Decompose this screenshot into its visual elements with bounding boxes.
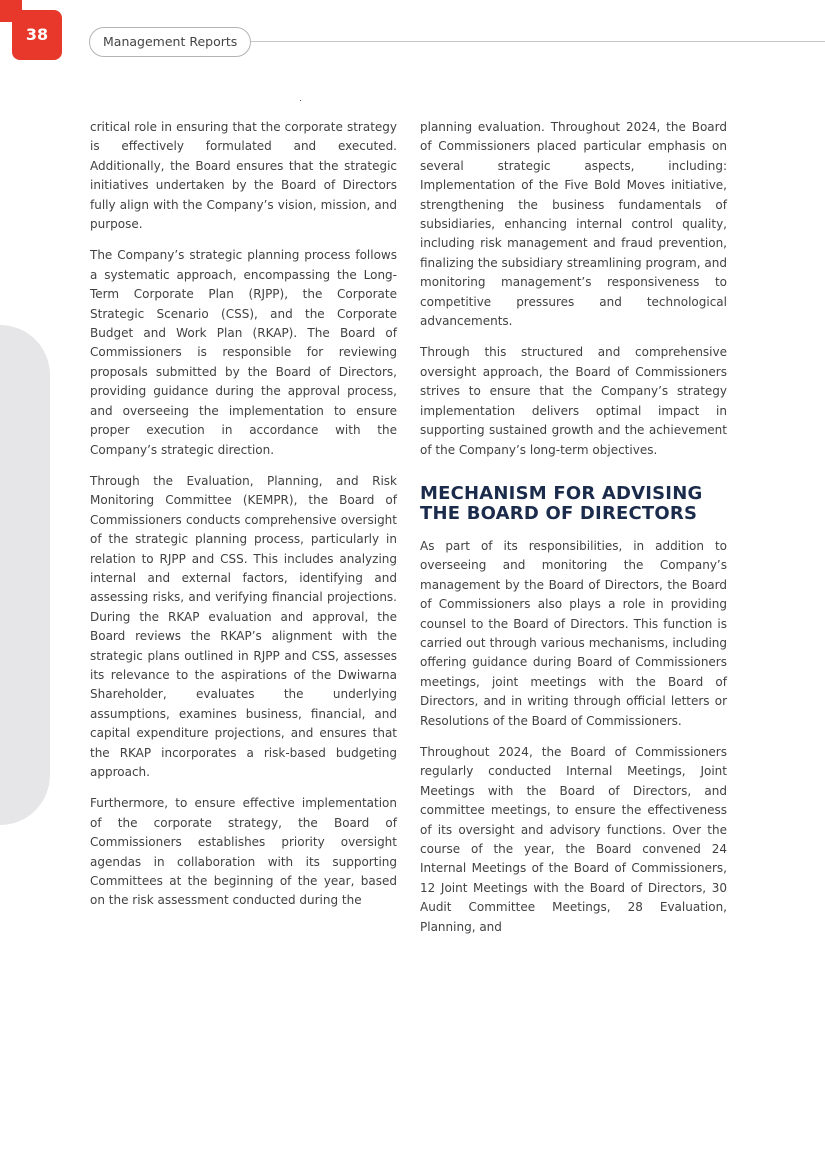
section-label: Management Reports [89, 27, 251, 57]
header-rule [250, 41, 825, 42]
section-heading-line-2: THE BOARD OF DIRECTORS [420, 502, 698, 524]
right-paragraph-4: Throughout 2024, the Board of Commissioners regularly conducted Internal Meetings, Joint Meetings with the Board of Directors, and committee meetings, to ensure the effectiveness of its oversight and advisory functions. Over the course of the year, the Board convened 24 Internal Meetings of the Board of Commissioners, 12 Joint Meetings with the Board of Directors, 30 Audit Committee Meetings, 28 Evaluation, Planning, and [420, 744, 727, 934]
section-heading-line-1: MECHANISM FOR ADVISING [420, 482, 703, 504]
page-number-badge: 38 [12, 10, 62, 60]
right-column [420, 118, 727, 949]
side-decoration-shape [0, 325, 50, 825]
left-paragraph-1: critical role in ensuring that the corporate strategy is effectively formulated and executed. Additionally, the Board ensures that the strategic initiatives undertaken by the Board of Directors fully align with the Company’s vision, mission, and purpose. [90, 120, 397, 232]
left-paragraph-2: The Company’s strategic planning process follows a systematic approach, encompassing the Long-Term Corporate Plan (RJPP), the Corporate Strategic Scenario (CSS), and the Corporate Budget and Work Plan (RKAP). The Board of Commissioners is responsible for reviewing proposals submitted by the Board of Directors, providing guidance during the approval process, and overseeing the implementation to ensure proper execution in accordance with the Company’s strategic direction. [90, 248, 397, 457]
decorative-dot [300, 100, 301, 101]
left-paragraph-3: Through the Evaluation, Planning, and Risk Monitoring Committee (KEMPR), the Board of Commissioners conducts comprehensive oversight of the strategic planning process, particularly in relation to RJPP and CSS. This includes analyzing internal and external factors, identifying and assessing risks, and verifying financial projections. During the RKAP evaluation and approval, the Board reviews the RKAP’s alignment with the strategic plans outlined in RJPP and CSS, assesses its relevance to the aspirations of the Dwiwarna Shareholder, evaluates the underlying assumptions, examines business, financial, and capital expenditure projections, and ensures that the RKAP incorporates a risk-based budgeting approach. [90, 473, 397, 779]
right-paragraph-2: Through this structured and comprehensive oversight approach, the Board of Commissioners strives to ensure that the Company’s strategy implementation delivers optimal impact in supporting sustained growth and the achievement of the Company’s long-term objectives. [420, 345, 727, 457]
left-paragraph-4: Furthermore, to ensure effective implementation of the corporate strategy, the Board of Commissioners establishes priority oversight agendas in collaboration with its supporting Committees at the beginning of the year, based on the risk assessment conducted during the [90, 796, 397, 908]
right-paragraph-1: planning evaluation. Throughout 2024, the Board of Commissioners placed particular emphasis on several strategic aspects, including: Implementation of the Five Bold Moves initiative, strengthening the business fundamentals of subsidiaries, enhancing internal control quality, including risk management and fraud prevention, finalizing the subsidiary streamlining program, and monitoring management’s responsiveness to competitive pressures and technological advancements. [420, 120, 727, 329]
left-column [90, 118, 397, 923]
right-paragraph-3: As part of its responsibilities, in addition to overseeing and monitoring the Company’s management by the Board of Directors, the Board of Commissioners also plays a role in providing counsel to the Board of Directors. This function is carried out through various mechanisms, including offering guidance during Board of Commissioners meetings, joint meetings with the Board of Directors, and in writing through official letters or Resolutions of the Board of Commissioners. [420, 538, 727, 728]
section-heading [420, 484, 727, 524]
